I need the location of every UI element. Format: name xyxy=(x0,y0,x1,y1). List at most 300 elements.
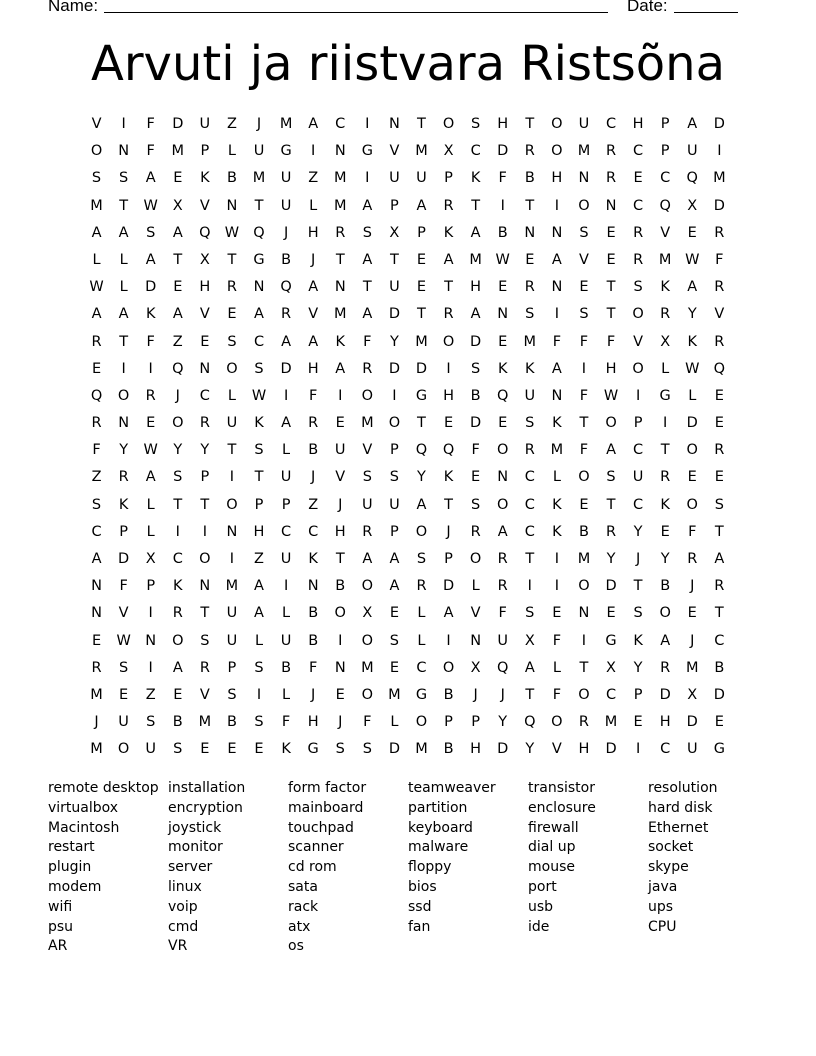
grid-letter: Q xyxy=(686,170,698,187)
grid-letter: O xyxy=(117,741,130,758)
grid-letter: V xyxy=(362,442,373,459)
grid-letter: F xyxy=(579,333,589,350)
grid-letter: S xyxy=(254,442,264,459)
name-label: Name: xyxy=(48,0,99,15)
grid-letter: F xyxy=(363,333,372,350)
grid-row xyxy=(83,546,733,573)
grid-letter: M xyxy=(90,686,103,703)
grid-letter: U xyxy=(389,279,400,296)
grid-letter: C xyxy=(660,170,671,187)
grid-letter: H xyxy=(199,279,211,296)
grid-letter: S xyxy=(579,224,589,241)
grid-letter: R xyxy=(714,279,725,296)
grid-letter: D xyxy=(470,333,482,350)
grid-letter: E xyxy=(606,251,616,268)
grid-letter: D xyxy=(470,415,482,432)
grid-letter: I xyxy=(121,360,126,377)
grid-letter: U xyxy=(524,387,536,404)
grid-letter: P xyxy=(200,143,210,160)
grid-letter: C xyxy=(660,741,671,758)
grid-letter: D xyxy=(388,741,400,758)
grid-letter: T xyxy=(714,523,724,540)
grid-letter: R xyxy=(443,197,454,214)
grid-letter: F xyxy=(308,659,318,676)
word-list-item: transistor xyxy=(528,780,595,796)
grid-letter: E xyxy=(498,415,508,432)
grid-letter: O xyxy=(334,605,346,622)
grid-letter: A xyxy=(145,170,156,187)
grid-letter: Q xyxy=(659,197,671,214)
grid-letter: S xyxy=(714,496,724,513)
grid-letter: N xyxy=(334,143,346,160)
grid-letter: V xyxy=(714,306,725,323)
grid-letter: I xyxy=(663,415,668,432)
grid-letter: P xyxy=(119,523,128,540)
grid-letter: L xyxy=(119,279,128,296)
grid-letter: C xyxy=(335,116,346,132)
grid-letter: U xyxy=(199,116,211,132)
word-list-item: modem xyxy=(48,878,102,895)
grid-letter: D xyxy=(605,741,617,758)
grid-letter: U xyxy=(280,469,292,486)
grid-letter: R xyxy=(91,415,102,432)
grid-row xyxy=(83,301,733,328)
grid-letter: I xyxy=(554,197,559,214)
word-list-item: wifi xyxy=(48,898,73,915)
grid-letter: J xyxy=(175,387,180,404)
grid-letter: F xyxy=(146,143,155,160)
grid-letter: A xyxy=(254,306,264,323)
grid-letter: I xyxy=(283,387,289,404)
grid-letter: J xyxy=(311,251,316,268)
word-list-item: resolution xyxy=(648,780,718,796)
word-list-item: mainboard xyxy=(288,799,364,816)
grid-letter: F xyxy=(579,387,589,404)
grid-letter: F xyxy=(92,442,101,459)
grid-letter: E xyxy=(498,333,508,350)
grid-row xyxy=(83,682,733,709)
grid-letter: O xyxy=(172,632,184,649)
grid-letter: P xyxy=(633,415,643,432)
grid-letter: L xyxy=(661,360,670,377)
word-list-item: fan xyxy=(408,918,431,935)
grid-letter: K xyxy=(335,333,345,350)
grid-letter: E xyxy=(633,170,643,187)
grid-letter: J xyxy=(311,686,316,703)
grid-letter: E xyxy=(173,279,183,296)
grid-letter: O xyxy=(442,659,455,676)
grid-letter: U xyxy=(334,442,346,459)
grid-letter: U xyxy=(416,170,427,187)
grid-letter: Y xyxy=(633,659,643,676)
grid-letter: C xyxy=(308,523,319,540)
word-column xyxy=(48,779,168,957)
grid-letter: T xyxy=(525,116,535,132)
grid-letter: W xyxy=(116,632,131,649)
word-list-item: skype xyxy=(648,859,689,876)
grid-letter: N xyxy=(199,360,211,377)
grid-letter: C xyxy=(633,442,644,459)
word-list-item: floppy xyxy=(408,859,452,876)
grid-letter: D xyxy=(388,360,400,377)
word-list-item: remote desktop xyxy=(48,780,159,796)
grid-letter: T xyxy=(525,197,535,214)
grid-letter: B xyxy=(308,442,319,459)
grid-letter: E xyxy=(552,605,562,622)
grid-letter: S xyxy=(91,170,102,187)
grid-letter: I xyxy=(717,143,722,160)
grid-letter: M xyxy=(333,197,347,214)
grid-letter: C xyxy=(524,469,535,486)
grid-letter: E xyxy=(173,170,183,187)
grid-letter: U xyxy=(118,714,129,731)
grid-letter: Q xyxy=(497,387,509,404)
word-list xyxy=(48,779,768,957)
grid-letter: A xyxy=(416,197,427,214)
word-list-item: dial up xyxy=(528,839,576,856)
grid-letter: V xyxy=(470,605,481,622)
word-column xyxy=(288,779,408,957)
grid-letter: O xyxy=(226,360,238,377)
grid-letter: F xyxy=(552,686,562,703)
grid-letter: U xyxy=(226,415,238,432)
grid-letter: V xyxy=(578,251,589,268)
grid-letter: H xyxy=(578,741,590,758)
grid-letter: R xyxy=(714,333,725,350)
grid-letter: T xyxy=(227,251,237,268)
grid-letter: M xyxy=(604,714,618,731)
grid-letter: I xyxy=(581,632,587,649)
grid-letter: M xyxy=(415,333,428,350)
grid-letter: P xyxy=(281,496,291,513)
grid-row xyxy=(83,655,733,682)
grid-letter: R xyxy=(416,578,427,595)
grid-letter: A xyxy=(470,306,481,323)
grid-letter: R xyxy=(308,415,319,432)
word-list-item: linux xyxy=(168,878,202,895)
grid-letter: R xyxy=(660,469,671,486)
grid-letter: G xyxy=(307,741,319,758)
grid-letter: R xyxy=(145,387,156,404)
grid-letter: F xyxy=(579,442,589,459)
grid-letter: L xyxy=(552,469,561,486)
grid-letter: I xyxy=(581,360,587,377)
grid-letter: S xyxy=(173,469,183,486)
grid-letter: E xyxy=(714,387,724,404)
grid-row xyxy=(83,519,733,546)
word-list-item: usb xyxy=(528,898,554,915)
grid-letter: J xyxy=(473,686,478,703)
grid-letter: K xyxy=(443,224,454,241)
grid-letter: X xyxy=(362,605,373,622)
grid-letter: U xyxy=(280,632,292,649)
grid-letter: I xyxy=(554,551,559,567)
grid-letter: A xyxy=(118,224,129,241)
word-list-item: voip xyxy=(168,898,198,915)
grid-letter: A xyxy=(497,523,508,540)
word-list-item: rack xyxy=(288,898,319,915)
word-column xyxy=(168,779,288,957)
grid-letter: B xyxy=(443,686,454,703)
grid-letter: H xyxy=(334,523,346,540)
grid-letter: N xyxy=(145,632,157,649)
grid-letter: G xyxy=(415,387,428,404)
grid-letter: E xyxy=(714,415,724,432)
grid-row xyxy=(83,329,733,356)
grid-letter: I xyxy=(148,605,153,622)
grid-letter: W xyxy=(495,251,510,268)
grid-letter: A xyxy=(362,197,373,214)
grid-letter: K xyxy=(443,469,454,486)
grid-letter: O xyxy=(578,469,590,486)
word-list-item: cmd xyxy=(168,918,199,935)
grid-letter: A xyxy=(362,551,373,567)
grid-letter: N xyxy=(605,197,617,214)
grid-letter: M xyxy=(225,578,239,595)
grid-letter: G xyxy=(605,632,617,649)
grid-letter: V xyxy=(118,605,129,622)
grid-letter: B xyxy=(497,224,508,241)
grid-letter: D xyxy=(605,578,617,595)
grid-letter: V xyxy=(199,306,210,323)
grid-letter: R xyxy=(524,279,535,296)
grid-letter: I xyxy=(175,523,180,540)
grid-letter: O xyxy=(551,714,563,731)
grid-letter: A xyxy=(118,306,129,323)
grid-letter: P xyxy=(444,551,453,567)
grid-letter: L xyxy=(417,605,426,622)
word-list-item: bios xyxy=(408,878,437,895)
grid-letter: Q xyxy=(497,659,509,676)
grid-letter: P xyxy=(146,578,156,595)
grid-letter: O xyxy=(551,143,563,160)
grid-letter: C xyxy=(714,632,725,649)
grid-letter: I xyxy=(311,143,316,160)
word-list-item: java xyxy=(648,878,678,895)
word-column xyxy=(528,779,648,957)
date-blank-line xyxy=(674,12,738,13)
grid-letter: P xyxy=(660,143,670,160)
grid-letter: Q xyxy=(172,360,184,377)
grid-letter: I xyxy=(338,632,343,649)
word-list-item: server xyxy=(168,859,213,876)
name-blank-line xyxy=(104,12,608,13)
grid-letter: Y xyxy=(525,741,535,758)
grid-letter: R xyxy=(335,224,346,241)
grid-letter: E xyxy=(91,632,102,649)
grid-letter: E xyxy=(579,279,589,296)
grid-letter: S xyxy=(254,360,264,377)
grid-letter: O xyxy=(686,496,698,513)
grid-letter: A xyxy=(308,116,319,132)
grid-letter: F xyxy=(688,523,697,540)
grid-letter: A xyxy=(714,551,725,567)
grid-letter: A xyxy=(416,496,427,513)
grid-row xyxy=(83,138,733,165)
grid-letter: S xyxy=(579,306,589,323)
grid-letter: S xyxy=(200,632,210,649)
grid-letter: L xyxy=(552,659,561,676)
grid-letter: D xyxy=(713,197,725,214)
grid-letter: K xyxy=(145,306,156,323)
grid-letter: I xyxy=(554,578,559,595)
word-list-item: partition xyxy=(408,799,468,816)
grid-letter: A xyxy=(660,632,671,649)
header xyxy=(48,0,748,20)
grid-letter: I xyxy=(635,741,641,758)
word-list-item: CPU xyxy=(648,918,677,935)
grid-letter: G xyxy=(659,387,671,404)
grid-letter: S xyxy=(146,714,156,731)
grid-letter: Z xyxy=(172,333,183,350)
grid-letter: I xyxy=(392,387,397,404)
grid-letter: T xyxy=(389,251,399,268)
grid-letter: P xyxy=(471,714,480,731)
grid-letter: E xyxy=(687,224,697,241)
grid-letter: S xyxy=(254,714,264,731)
grid-letter: M xyxy=(686,659,699,676)
grid-letter: A xyxy=(172,306,183,323)
grid-letter: B xyxy=(335,578,346,595)
grid-letter: K xyxy=(118,496,129,513)
grid-letter: U xyxy=(280,170,292,187)
grid-letter: N xyxy=(578,170,590,187)
grid-letter: P xyxy=(227,659,237,676)
grid-letter: D xyxy=(686,714,698,731)
grid-letter: F xyxy=(119,578,128,595)
grid-letter: M xyxy=(658,251,672,268)
grid-letter: T xyxy=(173,496,183,513)
grid-letter: N xyxy=(118,415,130,432)
grid-letter: P xyxy=(417,224,426,241)
grid-letter: T xyxy=(714,605,724,622)
grid-letter: T xyxy=(579,659,589,676)
grid-letter: I xyxy=(527,578,532,595)
grid-letter: O xyxy=(659,605,671,622)
grid-letter: S xyxy=(362,741,372,758)
grid-letter: I xyxy=(446,360,451,377)
word-list-item: sata xyxy=(288,878,318,895)
grid-letter: L xyxy=(254,632,264,649)
grid-letter: T xyxy=(579,415,589,432)
grid-letter: J xyxy=(690,578,695,595)
grid-letter: U xyxy=(226,605,238,622)
grid-letter: E xyxy=(389,659,399,676)
word-list-item: firewall xyxy=(528,819,579,836)
grid-letter: B xyxy=(308,632,319,649)
grid-letter: Z xyxy=(226,116,237,132)
grid-letter: B xyxy=(524,170,535,187)
grid-letter: E xyxy=(416,251,427,268)
grid-letter: R xyxy=(605,170,617,187)
grid-row xyxy=(83,410,733,437)
grid-letter: B xyxy=(226,170,237,187)
grid-letter: P xyxy=(390,197,399,214)
grid-letter: K xyxy=(308,551,318,567)
grid-letter: F xyxy=(498,170,507,187)
grid-letter: J xyxy=(500,686,505,703)
grid-letter: R xyxy=(199,415,210,432)
word-list-item: VR xyxy=(168,938,188,955)
grid-letter: S xyxy=(362,224,372,241)
grid-letter: C xyxy=(199,387,210,404)
grid-letter: A xyxy=(91,224,102,241)
grid-letter: E xyxy=(227,306,237,323)
grid-letter: U xyxy=(362,496,373,513)
grid-letter: U xyxy=(145,741,156,758)
grid-letter: A xyxy=(308,333,319,350)
grid-letter: O xyxy=(469,551,482,567)
grid-letter: S xyxy=(146,224,156,241)
grid-letter: O xyxy=(551,116,563,132)
grid-letter: H xyxy=(307,224,319,241)
grid-letter: L xyxy=(119,251,128,268)
grid-letter: R xyxy=(633,251,644,268)
grid-row xyxy=(83,165,733,192)
grid-letter: T xyxy=(362,279,372,296)
grid-letter: S xyxy=(471,360,481,377)
grid-letter: S xyxy=(633,279,643,296)
grid-letter: D xyxy=(280,360,292,377)
grid-letter: I xyxy=(365,170,370,187)
grid-letter: Z xyxy=(91,469,102,486)
grid-letter: K xyxy=(552,523,562,540)
grid-letter: F xyxy=(281,714,291,731)
grid-letter: T xyxy=(417,306,426,323)
word-column xyxy=(648,779,768,957)
word-list-item: Ethernet xyxy=(648,819,709,836)
grid-letter: M xyxy=(577,143,591,160)
grid-letter: N xyxy=(497,469,509,486)
grid-letter: D xyxy=(659,686,671,703)
grid-letter: H xyxy=(605,360,617,377)
grid-letter: E xyxy=(91,360,102,377)
word-list-item: hard disk xyxy=(648,799,713,816)
grid-letter: D xyxy=(497,143,509,160)
grid-letter: T xyxy=(227,442,237,459)
grid-letter: T xyxy=(335,251,345,268)
grid-letter: L xyxy=(688,387,697,404)
grid-letter: F xyxy=(552,333,562,350)
grid-letter: R xyxy=(660,659,671,676)
grid-letter: R xyxy=(226,279,237,296)
grid-letter: S xyxy=(119,170,129,187)
grid-letter: H xyxy=(443,387,454,404)
grid-letter: M xyxy=(90,741,103,758)
grid-letter: D xyxy=(172,116,184,132)
grid-letter: M xyxy=(198,714,212,731)
word-list-item: port xyxy=(528,878,557,895)
grid-letter: E xyxy=(471,469,481,486)
grid-letter: L xyxy=(282,442,291,459)
grid-letter: D xyxy=(388,306,400,323)
grid-letter: J xyxy=(338,496,343,513)
grid-letter: D xyxy=(497,741,509,758)
grid-letter: M xyxy=(523,333,537,350)
grid-letter: E xyxy=(606,605,616,622)
grid-letter: J xyxy=(311,469,316,486)
grid-letter: H xyxy=(497,116,509,132)
grid-letter: M xyxy=(333,306,347,323)
grid-letter: T xyxy=(444,496,453,513)
grid-letter: N xyxy=(551,279,563,296)
grid-letter: C xyxy=(416,659,427,676)
grid-letter: N xyxy=(118,143,130,160)
grid-letter: R xyxy=(443,306,454,323)
grid-letter: E xyxy=(498,279,508,296)
grid-letter: A xyxy=(335,360,346,377)
grid-letter: A xyxy=(362,251,373,268)
